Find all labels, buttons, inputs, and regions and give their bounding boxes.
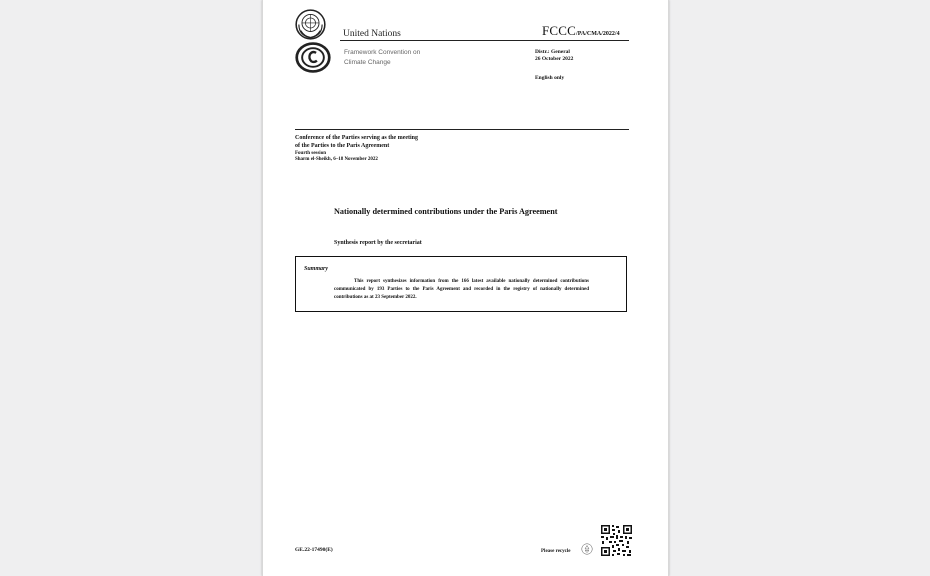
meeting-line-1: Conference of the Parties serving as the meeting bbox=[295, 135, 419, 141]
distribution: Distr.: General bbox=[535, 49, 570, 55]
convention-line-2: Climate Change bbox=[344, 59, 391, 66]
summary-heading: Summary bbox=[304, 266, 329, 272]
document-number: GE.22-17490(E) bbox=[295, 547, 333, 553]
symbol-suffix: /PA/CMA/2022/4 bbox=[576, 31, 620, 37]
document-subtitle: Synthesis report by the secretariat bbox=[334, 240, 422, 246]
document-title: Nationally determined contributions under the Paris Agreement bbox=[334, 207, 558, 216]
session: Fourth session bbox=[295, 150, 326, 156]
un-emblem-icon bbox=[295, 9, 326, 40]
location-dates: Sharm el-Sheikh, 6–18 November 2022 bbox=[295, 157, 378, 163]
convention-line-1: Framework Convention on bbox=[344, 49, 421, 56]
summary-text: This report synthesizes information from the 166 latest available nationally determined contributions communicated by 193 Parties to the Paris Agreement and recorded in the registry of nationally determined contributions as at 23 September 2022. bbox=[334, 279, 589, 300]
organization-name: United Nations bbox=[343, 29, 401, 39]
meeting-block bbox=[295, 135, 535, 164]
issue-date: 26 October 2022 bbox=[535, 56, 574, 62]
recycle-icon bbox=[581, 543, 593, 555]
meeting-line-2: of the Parties to the Paris Agreement bbox=[295, 142, 390, 149]
body-divider bbox=[295, 129, 629, 130]
recycle-label: Please recycle bbox=[541, 549, 571, 554]
header-divider bbox=[340, 40, 629, 41]
language-note: English only bbox=[535, 75, 565, 81]
symbol-main: FCCC bbox=[542, 23, 577, 38]
unfccc-logo-icon bbox=[294, 42, 332, 73]
qr-code-icon bbox=[600, 524, 633, 557]
convention-name bbox=[344, 48, 464, 68]
document-symbol bbox=[542, 23, 620, 39]
summary-box bbox=[295, 256, 627, 312]
document-page bbox=[262, 0, 669, 576]
distribution-block bbox=[535, 49, 573, 63]
